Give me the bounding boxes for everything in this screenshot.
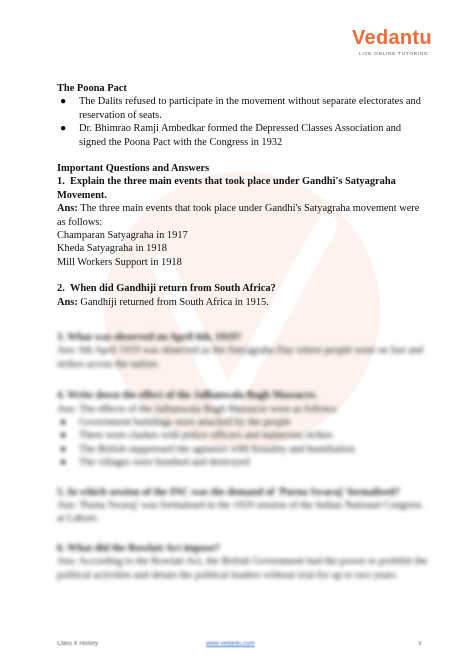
logo-tagline: LIVE ONLINE TUTORING xyxy=(359,51,429,56)
question: 1. Explain the three main events that took place under Gandhi's Satyagraha Movement. xyxy=(57,176,396,201)
blurred-question: 5. In which session of the INC was the demand of 'Purna Swaraj' formalised? xyxy=(57,486,400,498)
section-heading: Important Questions and Answers xyxy=(57,163,210,175)
bullet-item: ● The Dalits refused to participate in the movement without separate electorates and reservation of seats. xyxy=(60,96,421,121)
blurred-bullet: ● There were clashes with police officers and numerous strikes xyxy=(60,430,333,442)
page-number: 3 xyxy=(418,641,422,647)
answer: Ans: Gandhiji returned from South Africa in 1915. xyxy=(57,296,269,308)
blurred-bullet: ● Government buildings were attacked by the people xyxy=(60,417,291,429)
question: 2. When did Gandhiji return from South Africa? xyxy=(57,283,276,295)
blurred-bullet: ● The villages were bombed and destroyed xyxy=(60,457,250,469)
section-heading: The Poona Pact xyxy=(57,83,127,94)
vedantu-logo xyxy=(352,27,436,67)
footer-class-label: Class X History xyxy=(57,641,99,647)
bullet-dot-icon: ● xyxy=(60,96,67,108)
blurred-question: 4. Write down the effect of the Jallianwala Bagh Massacre. xyxy=(57,390,318,402)
blurred-answer: Ans: According to the Rowlatt Act, the British Government had the power to prohibit the political activities and detain the political leaders without trial for up to two years. xyxy=(57,556,428,581)
answer-line: Champaran Satyagraha in 1917 xyxy=(57,230,188,242)
answer-line: Mill Workers Support in 1918 xyxy=(57,256,182,268)
footer-link[interactable]: www.vedantu.com xyxy=(206,641,255,647)
blurred-content xyxy=(57,331,429,582)
logo-wordmark: Vedantu xyxy=(352,27,432,49)
blurred-question: 3. What was observed on April 6th, 1919? xyxy=(57,332,242,343)
answer: Ans: The three main events that took place under Gandhi's Satyagraha movement were as follows: xyxy=(57,203,420,228)
blurred-answer: Ans: 'Purna Swaraj' was formalised in the 1929 session of the Indian National Congress at Lahore. xyxy=(57,500,422,525)
blurred-question: 6. What did the Rowlatt Act impose? xyxy=(57,542,220,554)
bullet-dot-icon: ● xyxy=(60,123,67,135)
blurred-answer: Ans: 6th April 1919 was observed as the Satyagraha Day where people went on fast and strikes across the nation. xyxy=(57,345,424,370)
blurred-answer: Ans: The effects of the Jallianwala Bagh Massacre were as follows: xyxy=(57,403,339,415)
bullet-item: ● Dr. Bhimrao Ramji Ambedkar formed the Depressed Classes Association and signed the Poona Pact with the Congress in 1932 xyxy=(60,123,402,148)
blurred-bullet: ● The British suppressed the agitators with brutality and humiliation xyxy=(60,443,355,455)
main-content xyxy=(57,82,429,309)
answer-line: Kheda Satyagraha in 1918 xyxy=(57,243,167,255)
